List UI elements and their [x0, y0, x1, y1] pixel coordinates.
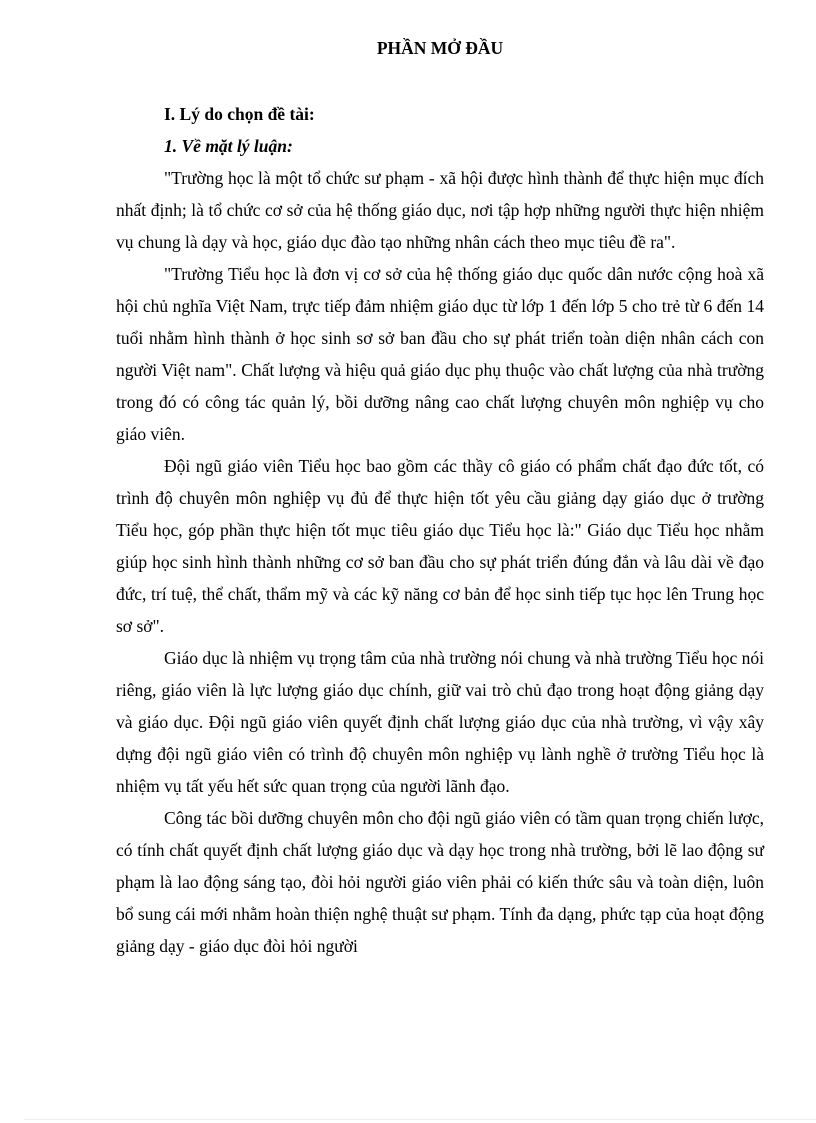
subsection-heading: 1. Về mặt lý luận: — [164, 136, 293, 156]
paragraph-1: "Trường học là một tổ chức sư phạm - xã hội được hình thành để thực hiện mục đích nhất định; là tổ chức cơ sở của hệ thống giáo dục, nơi tập hợp những người thực hiện nhiệm vụ chung là dạy và học, giáo dục đào tạo những nhân cách theo mục tiêu đề ra". — [116, 168, 764, 252]
paragraph-4: Giáo dục là nhiệm vụ trọng tâm của nhà trường nói chung và nhà trường Tiểu học nói riêng, giáo viên là lực lượng giáo dục chính, giữ vai trò chủ đạo trong hoạt động giảng dạy và giáo dục. Đội ngũ giáo viên quyết định chất lượng giáo dục của nhà trường, vì vậy xây dựng đội ngũ giáo viên có trình độ chuyên môn nghiệp vụ lành nghề ở trường Tiểu học là nhiệm vụ tất yếu hết sức quan trọng của người lãnh đạo. — [116, 648, 764, 796]
document-body — [116, 34, 764, 962]
page-title: PHẦN MỞ ĐẦU — [376, 38, 504, 58]
page-bottom-edge — [24, 1119, 816, 1120]
paragraph-5: Công tác bồi dưỡng chuyên môn cho đội ngũ giáo viên có tầm quan trọng chiến lược, có tính chất quyết định chất lượng giáo dục và dạy học trong nhà trường, bởi lẽ lao động sư phạm là lao động sáng tạo, đòi hỏi người giáo viên phải có kiến thức sâu và toàn diện, luôn bổ sung cái mới nhằm hoàn thiện nghệ thuật sư phạm. Tính đa dạng, phức tạp của hoạt động giảng dạy - giáo dục đòi hỏi người — [116, 808, 764, 956]
paragraph-3: Đội ngũ giáo viên Tiểu học bao gồm các thầy cô giáo có phẩm chất đạo đức tốt, có trình độ chuyên môn nghiệp vụ đủ để thực hiện tốt yêu cầu giảng dạy giáo dục ở trường Tiểu học, góp phần thực hiện tốt mục tiêu giáo dục Tiểu học là:" Giáo dục Tiểu học nhằm giúp học sinh hình thành những cơ sở ban đầu cho sự phát triển đúng đắn và lâu dài về đạo đức, trí tuệ, thể chất, thẩm mỹ và các kỹ năng cơ bản để học sinh tiếp tục học lên Trung học sơ sở". — [116, 456, 764, 636]
section-heading: I. Lý do chọn đề tài: — [164, 104, 315, 124]
paragraph-2: "Trường Tiểu học là đơn vị cơ sở của hệ thống giáo dục quốc dân nước cộng hoà xã hội chủ nghĩa Việt Nam, trực tiếp đảm nhiệm giáo dục từ lớp 1 đến lớp 5 cho trẻ từ 6 đến 14 tuổi nhằm hình thành ở học sinh sơ sở ban đầu cho sự phát triển toàn diện nhân cách con người Việt nam". Chất lượng và hiệu quả giáo dục phụ thuộc vào chất lượng của nhà trường trong đó có công tác quản lý, bồi dưỡng nâng cao chất lượng chuyên môn nghiệp vụ cho giáo viên. — [116, 264, 764, 444]
